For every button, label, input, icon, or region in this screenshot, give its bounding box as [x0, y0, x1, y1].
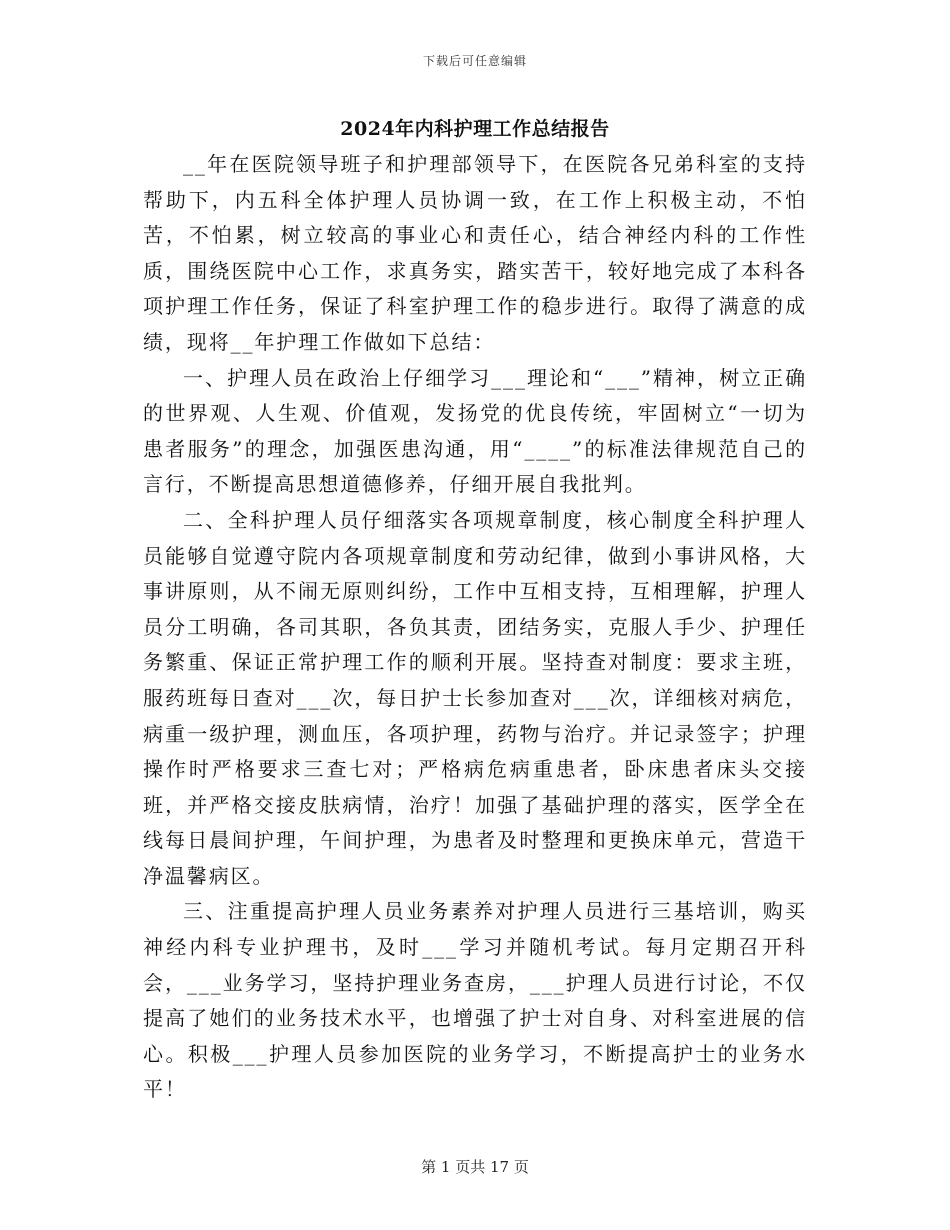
- page-header-note: 下载后可任意编辑: [422, 54, 527, 68]
- paragraph-intro: __年在医院领导班子和护理部领导下，在医院各兄弟科室的支持帮助下，内五科全体护理人员协调一致，在工作上积极主动，不怕苦，不怕累，树立较高的事业心和责任心，结合神经内科的工作性质，围绕医院中心工作，求真务实，踏实苦干，较好地完成了本科各项护理工作任务，保证了科室护理工作的稳步进行。取得了满意的成绩，现将__年护理工作做如下总结：: [143, 152, 807, 354]
- paragraph-section-3: 三、注重提高护理人员业务素养对护理人员进行三基培训，购买神经内科专业护理书，及时___学习并随机考试。每月定期召开科会，___业务学习，坚持护理业务查房，___护理人员进行讨论，不仅提高了她们的业务技术水平，也增强了护士对自身、对科室进展的信心。积极___护理人员参加医院的业务学习，不断提高护士的业务水平！: [143, 899, 807, 1102]
- paragraph-section-2: 二、全科护理人员仔细落实各项规章制度，核心制度全科护理人员能够自觉遵守院内各项规章制度和劳动纪律，做到小事讲风格，大事讲原则，从不闹无原则纠纷，工作中互相支持，互相理解，护理人员分工明确，各司其职，各负其责，团结务实，克服人手少、护理任务繁重、保证正常护理工作的顺利开展。坚持查对制度：要求主班，服药班每日查对___次，每日护士长参加查对___次，详细核对病危，病重一级护理，测血压，各项护理，药物与治疗。并记录签字；护理操作时严格要求三查七对；严格病危病重患者，卧床患者床头交接班，并严格交接皮肤病情，治疗！加强了基础护理的落实，医学全在线每日晨间护理，午间护理，为患者及时整理和更换床单元，营造干净温馨病区。: [143, 507, 807, 888]
- document-title: 2024年内科护理工作总结报告: [340, 118, 610, 140]
- page-footer-number: 第 1 页共 17 页: [421, 1158, 529, 1176]
- document-body: [143, 147, 807, 1108]
- paragraph-section-1: 一、护理人员在政治上仔细学习___理论和“___”精神，树立正确的世界观、人生观、价值观，发扬党的优良传统，牢固树立“一切为患者服务”的理念，加强医患沟通，用“____”的标准法律规范自己的言行，不断提高思想道德修养，仔细开展自我批判。: [143, 365, 807, 497]
